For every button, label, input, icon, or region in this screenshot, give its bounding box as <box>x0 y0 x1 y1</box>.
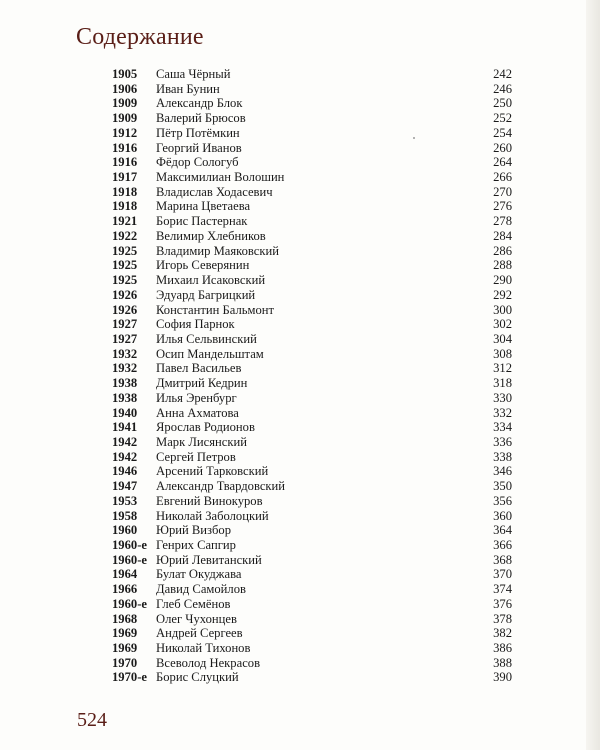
toc-author: Эдуард Багрицкий <box>156 287 256 302</box>
toc-year: 1916 <box>112 140 138 155</box>
toc-page: 254 <box>493 125 512 140</box>
toc-author: Давид Самойлов <box>156 582 246 597</box>
toc-entry <box>112 464 512 479</box>
toc-year: 1938 <box>112 390 138 405</box>
toc-entry <box>112 141 512 156</box>
toc-page: 312 <box>493 361 512 376</box>
toc-year: 1969 <box>112 641 138 656</box>
toc-page: 330 <box>493 390 512 405</box>
toc-year: 1941 <box>112 420 138 435</box>
toc-entry <box>112 597 512 612</box>
toc-author: Анна Ахматова <box>156 405 239 420</box>
toc-page: 370 <box>493 567 512 582</box>
toc-page: 304 <box>493 331 512 346</box>
toc-author: Михаил Исаковский <box>156 273 266 288</box>
toc-page: 292 <box>493 287 512 302</box>
toc-page: 260 <box>493 140 512 155</box>
toc-page: 264 <box>493 155 512 170</box>
toc-entry <box>112 185 512 200</box>
toc-year: 1916 <box>112 155 138 170</box>
toc-page: 388 <box>493 655 512 670</box>
toc-entry <box>112 332 512 347</box>
toc-author: Булат Окуджава <box>156 567 242 582</box>
toc-author: Олег Чухонцев <box>156 611 237 626</box>
toc-page: 242 <box>493 67 512 81</box>
toc-entry <box>112 170 512 185</box>
toc-entry <box>112 391 512 406</box>
page-title: Содержание <box>76 24 204 50</box>
toc-entry <box>112 553 512 568</box>
toc-page: 356 <box>493 493 512 508</box>
toc-entry <box>112 406 512 421</box>
toc-author: Владислав Ходасевич <box>156 184 273 199</box>
toc-author: Сергей Петров <box>156 449 236 464</box>
toc-year: 1932 <box>112 361 138 376</box>
toc-page: 278 <box>493 214 512 229</box>
toc-author: Андрей Сергеев <box>156 626 243 641</box>
toc-page: 350 <box>493 479 512 494</box>
toc-entry <box>112 67 512 82</box>
toc-author: Николай Заболоцкий <box>156 508 269 523</box>
toc-author: Павел Васильев <box>156 361 242 376</box>
toc-year: 1953 <box>112 493 138 508</box>
toc-page: 368 <box>493 552 512 567</box>
toc-page: 386 <box>493 641 512 656</box>
toc-entry <box>112 567 512 582</box>
toc-year: 1917 <box>112 170 138 185</box>
toc-page: 336 <box>493 434 512 449</box>
toc-page: 288 <box>493 258 512 273</box>
toc-year: 1909 <box>112 111 138 126</box>
toc-author: Илья Эренбург <box>156 390 237 405</box>
toc-page: 284 <box>493 228 512 243</box>
toc-year: 1966 <box>112 582 138 597</box>
toc-page: 346 <box>493 464 512 479</box>
toc-author: Юрий Визбор <box>156 523 231 538</box>
toc-entry <box>112 582 512 597</box>
toc-entry <box>112 96 512 111</box>
toc-page: 366 <box>493 538 512 552</box>
toc-page: 364 <box>493 523 512 538</box>
toc-year: 1906 <box>112 81 138 96</box>
toc-entry <box>112 317 512 332</box>
toc-page: 270 <box>493 184 512 199</box>
toc-entry <box>112 244 512 259</box>
toc-author: Осип Мандельштам <box>156 346 264 361</box>
toc-entry <box>112 347 512 362</box>
toc-author: Велимир Хлебников <box>156 228 266 243</box>
toc-year: 1905 <box>112 67 138 81</box>
toc-year: 1958 <box>112 508 138 523</box>
toc-year: 1960-е <box>112 596 147 611</box>
toc-page: 374 <box>493 582 512 597</box>
toc-entry <box>112 641 512 656</box>
table-of-contents <box>112 67 512 685</box>
toc-year: 1942 <box>112 434 138 449</box>
page-edge <box>586 0 600 750</box>
toc-year: 1938 <box>112 376 138 391</box>
toc-page: 390 <box>493 670 512 685</box>
toc-author: Фёдор Сологуб <box>156 155 239 170</box>
toc-page: 266 <box>493 170 512 185</box>
toc-page: 376 <box>493 596 512 611</box>
toc-entry <box>112 361 512 376</box>
toc-author: Саша Чёрный <box>156 67 231 81</box>
toc-year: 1947 <box>112 479 138 494</box>
toc-year: 1918 <box>112 199 138 214</box>
toc-year: 1925 <box>112 258 138 273</box>
toc-author: Пётр Потёмкин <box>156 125 240 140</box>
toc-author: Глеб Семёнов <box>156 596 231 611</box>
toc-author: Игорь Северянин <box>156 258 250 273</box>
toc-author: Максимилиан Волошин <box>156 170 285 185</box>
toc-author: Генрих Сапгир <box>156 538 236 552</box>
toc-entry <box>112 450 512 465</box>
toc-author: Илья Сельвинский <box>156 331 257 346</box>
toc-entry <box>112 523 512 538</box>
toc-page: 318 <box>493 376 512 391</box>
toc-author: Владимир Маяковский <box>156 243 279 258</box>
toc-year: 1942 <box>112 449 138 464</box>
toc-year: 1925 <box>112 273 138 288</box>
toc-year: 1921 <box>112 214 138 229</box>
toc-page: 290 <box>493 273 512 288</box>
toc-author: Константин Бальмонт <box>156 302 274 317</box>
toc-year: 1922 <box>112 228 138 243</box>
toc-year: 1946 <box>112 464 138 479</box>
toc-entry <box>112 509 512 524</box>
toc-page: 302 <box>493 317 512 332</box>
toc-entry <box>112 435 512 450</box>
toc-author: Борис Слуцкий <box>156 670 239 685</box>
toc-entry <box>112 82 512 97</box>
toc-entry <box>112 420 512 435</box>
toc-author: Юрий Левитанский <box>156 552 262 567</box>
toc-page: 276 <box>493 199 512 214</box>
toc-author: Евгений Винокуров <box>156 493 263 508</box>
toc-year: 1964 <box>112 567 138 582</box>
toc-author: Николай Тихонов <box>156 641 251 656</box>
toc-entry <box>112 303 512 318</box>
toc-year: 1960-е <box>112 552 147 567</box>
toc-author: Георгий Иванов <box>156 140 242 155</box>
toc-year: 1968 <box>112 611 138 626</box>
toc-year: 1912 <box>112 125 138 140</box>
toc-entry <box>112 155 512 170</box>
toc-year: 1918 <box>112 184 138 199</box>
toc-year: 1932 <box>112 346 138 361</box>
toc-year: 1909 <box>112 96 138 111</box>
toc-year: 1927 <box>112 317 138 332</box>
toc-page: 250 <box>493 96 512 111</box>
toc-year: 1960 <box>112 523 138 538</box>
toc-author: Марк Лисянский <box>156 434 247 449</box>
toc-author: Александр Блок <box>156 96 243 111</box>
toc-year: 1960-е <box>112 538 147 552</box>
toc-entry <box>112 214 512 229</box>
toc-author: Иван Бунин <box>156 81 220 96</box>
toc-entry <box>112 656 512 671</box>
toc-entry <box>112 273 512 288</box>
toc-author: Марина Цветаева <box>156 199 251 214</box>
toc-page: 334 <box>493 420 512 435</box>
toc-entry <box>112 376 512 391</box>
toc-entry <box>112 288 512 303</box>
toc-year: 1926 <box>112 302 138 317</box>
toc-author: Ярослав Родионов <box>156 420 255 435</box>
toc-year: 1970 <box>112 655 138 670</box>
toc-page: 308 <box>493 346 512 361</box>
toc-year: 1969 <box>112 626 138 641</box>
toc-page: 300 <box>493 302 512 317</box>
toc-author: Борис Пастернак <box>156 214 248 229</box>
toc-entry <box>112 612 512 627</box>
toc-entry <box>112 111 512 126</box>
toc-year: 1940 <box>112 405 138 420</box>
toc-entry <box>112 229 512 244</box>
toc-entry <box>112 494 512 509</box>
toc-entry <box>112 199 512 214</box>
toc-entry <box>112 670 512 685</box>
toc-entry <box>112 538 512 553</box>
toc-author: София Парнок <box>156 317 235 332</box>
toc-page: 332 <box>493 405 512 420</box>
toc-year: 1925 <box>112 243 138 258</box>
toc-page: 382 <box>493 626 512 641</box>
toc-author: Валерий Брюсов <box>156 111 246 126</box>
toc-author: Арсений Тарковский <box>156 464 269 479</box>
toc-year: 1926 <box>112 287 138 302</box>
toc-page: 246 <box>493 81 512 96</box>
toc-page: 286 <box>493 243 512 258</box>
toc-page: 360 <box>493 508 512 523</box>
toc-page: 378 <box>493 611 512 626</box>
toc-author: Александр Твардовский <box>156 479 286 494</box>
toc-author: Всеволод Некрасов <box>156 655 261 670</box>
toc-page: 338 <box>493 449 512 464</box>
page-number: 524 <box>77 709 107 731</box>
toc-author: Дмитрий Кедрин <box>156 376 248 391</box>
toc-year: 1970-е <box>112 670 147 685</box>
toc-entry <box>112 258 512 273</box>
toc-entry <box>112 626 512 641</box>
toc-entry <box>112 126 512 141</box>
toc-page: 252 <box>493 111 512 126</box>
toc-year: 1927 <box>112 331 138 346</box>
toc-entry <box>112 479 512 494</box>
